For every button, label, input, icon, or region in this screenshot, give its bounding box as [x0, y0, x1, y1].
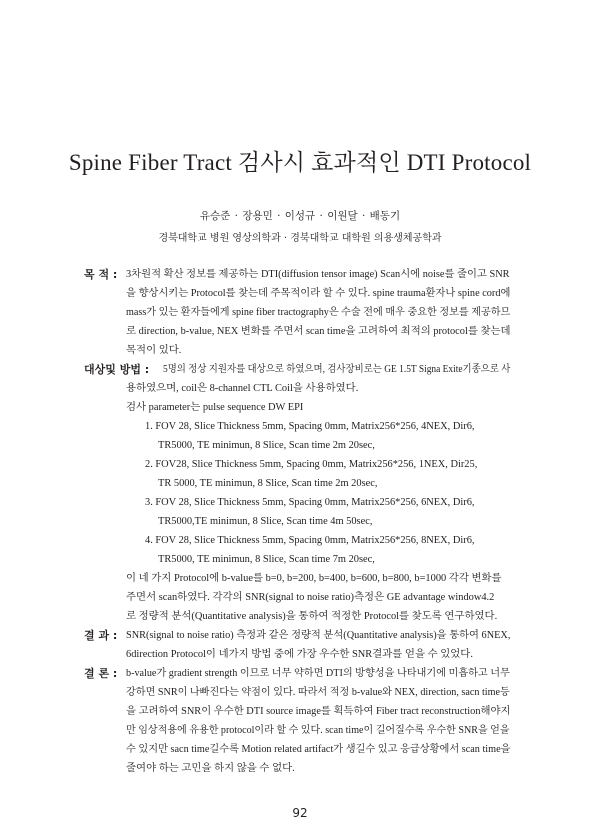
- authors: 유승준 · 장용민 · 이성규 · 이원달 · 배동기: [199, 210, 401, 222]
- methods-line: 로 정량적 분석(Quantitative analysis)을 통하여 적정한 Protocol를 찾도록 연구하였다.: [126, 611, 498, 622]
- methods-line: 5명의 정상 지원자를 대상으로 하였으며, 검사장비로는 GE 1.5T Signa Exite기종으로 사: [163, 364, 511, 375]
- protocol-item: 2. FOV28, Slice Thickness 5mm, Spacing 0mm, Matrix256*256, 1NEX, Dir25,: [145, 459, 478, 470]
- protocol-item: TR5000, TE minimun, 8 Slice, Scan time 2m 20sec,: [158, 440, 375, 451]
- conclusion-line: b-value가 gradient strength 이므로 너무 약하면 DTI의 방향성을 나타내기에 미흡하고 너무: [126, 668, 510, 679]
- methods-label: 대상및 방법 :: [84, 363, 150, 376]
- results-label: 결 과 :: [84, 629, 118, 642]
- protocol-item: TR 5000, TE minimun, 8 Slice, Scan time 2m 20sec,: [158, 478, 378, 489]
- purpose-label: 목 적 :: [84, 268, 118, 281]
- conclusion-line: 강하면 SNR이 나빠진다는 약점이 있다. 따라서 적정 b-value와 NEX, direction, sacn time등: [126, 687, 510, 698]
- methods-line: 검사 parameter는 pulse sequence DW EPI: [126, 402, 304, 413]
- methods-line: 이 네 가지 Protocol에 b-value를 b=0, b=200, b=400, b=600, b=800, b=1000 각각 변화를: [126, 573, 502, 584]
- conclusion-line: 수 있지만 sacn time길수록 Motion related artifact가 생길수 있고 응급상황에서 scan time을: [126, 744, 511, 755]
- protocol-item: 1. FOV 28, Slice Thickness 5mm, Spacing 0mm, Matrix256*256, 4NEX, Dir6,: [145, 421, 475, 432]
- page-number: 92: [292, 806, 308, 820]
- protocol-item: TR5000,TE minimun, 8 Slice, Scan time 4m 50sec,: [158, 516, 373, 527]
- purpose-line: 로 direction, b-value, NEX 변화를 주면서 scan time을 고려하여 최적의 protocol를 찾는데: [126, 326, 511, 337]
- methods-line: 주면서 scan하였다. 각각의 SNR(signal to noise ratio)측정은 GE advantage window4.2: [126, 592, 495, 603]
- protocol-item: 4. FOV 28, Slice Thickness 5mm, Spacing 0mm, Matrix256*256, 8NEX, Dir6,: [145, 535, 475, 546]
- purpose-line: mass가 있는 환자들에게 spine fiber tractography은 수술 전에 매우 중요한 정보를 제공하므: [126, 307, 511, 318]
- conclusion-line: 을 고려하여 SNR이 우수한 DTI source image를 획득하여 Fiber tract reconstruction해야지: [126, 706, 511, 717]
- results-line: SNR(signal to noise ratio) 측정과 같은 정량적 분석(Quantitative analysis)을 통하여 6NEX,: [126, 630, 511, 641]
- methods-line: 용하였으며, coil은 8-channel CTL Coil을 사용하였다.: [126, 383, 359, 394]
- conclusion-line: 만 임상적용에 유용한 protocol이라 할 수 있다. scan time이 길어질수록 우수한 SNR을 얻을: [126, 725, 510, 736]
- page-title: Spine Fiber Tract 검사시 효과적인 DTI Protocol: [68, 150, 532, 175]
- protocol-item: 3. FOV 28, Slice Thickness 5mm, Spacing 0mm, Matrix256*256, 6NEX, Dir6,: [145, 497, 475, 508]
- purpose-line: 을 향상시키는 Protocol를 찾는데 주목적이라 할 수 있다. spine trauma환자나 spine cord에: [126, 288, 511, 299]
- conclusion-line: 줄여야 하는 고민을 하지 않을 수 없다.: [126, 763, 295, 774]
- protocol-item: TR5000, TE minimun, 8 Slice, Scan time 7m 20sec,: [158, 554, 375, 565]
- purpose-line: 3차원적 확산 정보를 제공하는 DTI(diffusion tensor image) Scan시에 noise를 줄이고 SNR: [126, 269, 510, 280]
- purpose-line: 목적이 있다.: [126, 345, 182, 356]
- conclusion-label: 결 론 :: [84, 667, 118, 680]
- affiliation: 경북대학교 병원 영상의학과 · 경북대학교 대학원 의용생체공학과: [158, 233, 442, 244]
- results-line: 6direction Protocol이 네가지 방법 중에 가장 우수한 SNR결과를 얻을 수 있었다.: [126, 649, 473, 660]
